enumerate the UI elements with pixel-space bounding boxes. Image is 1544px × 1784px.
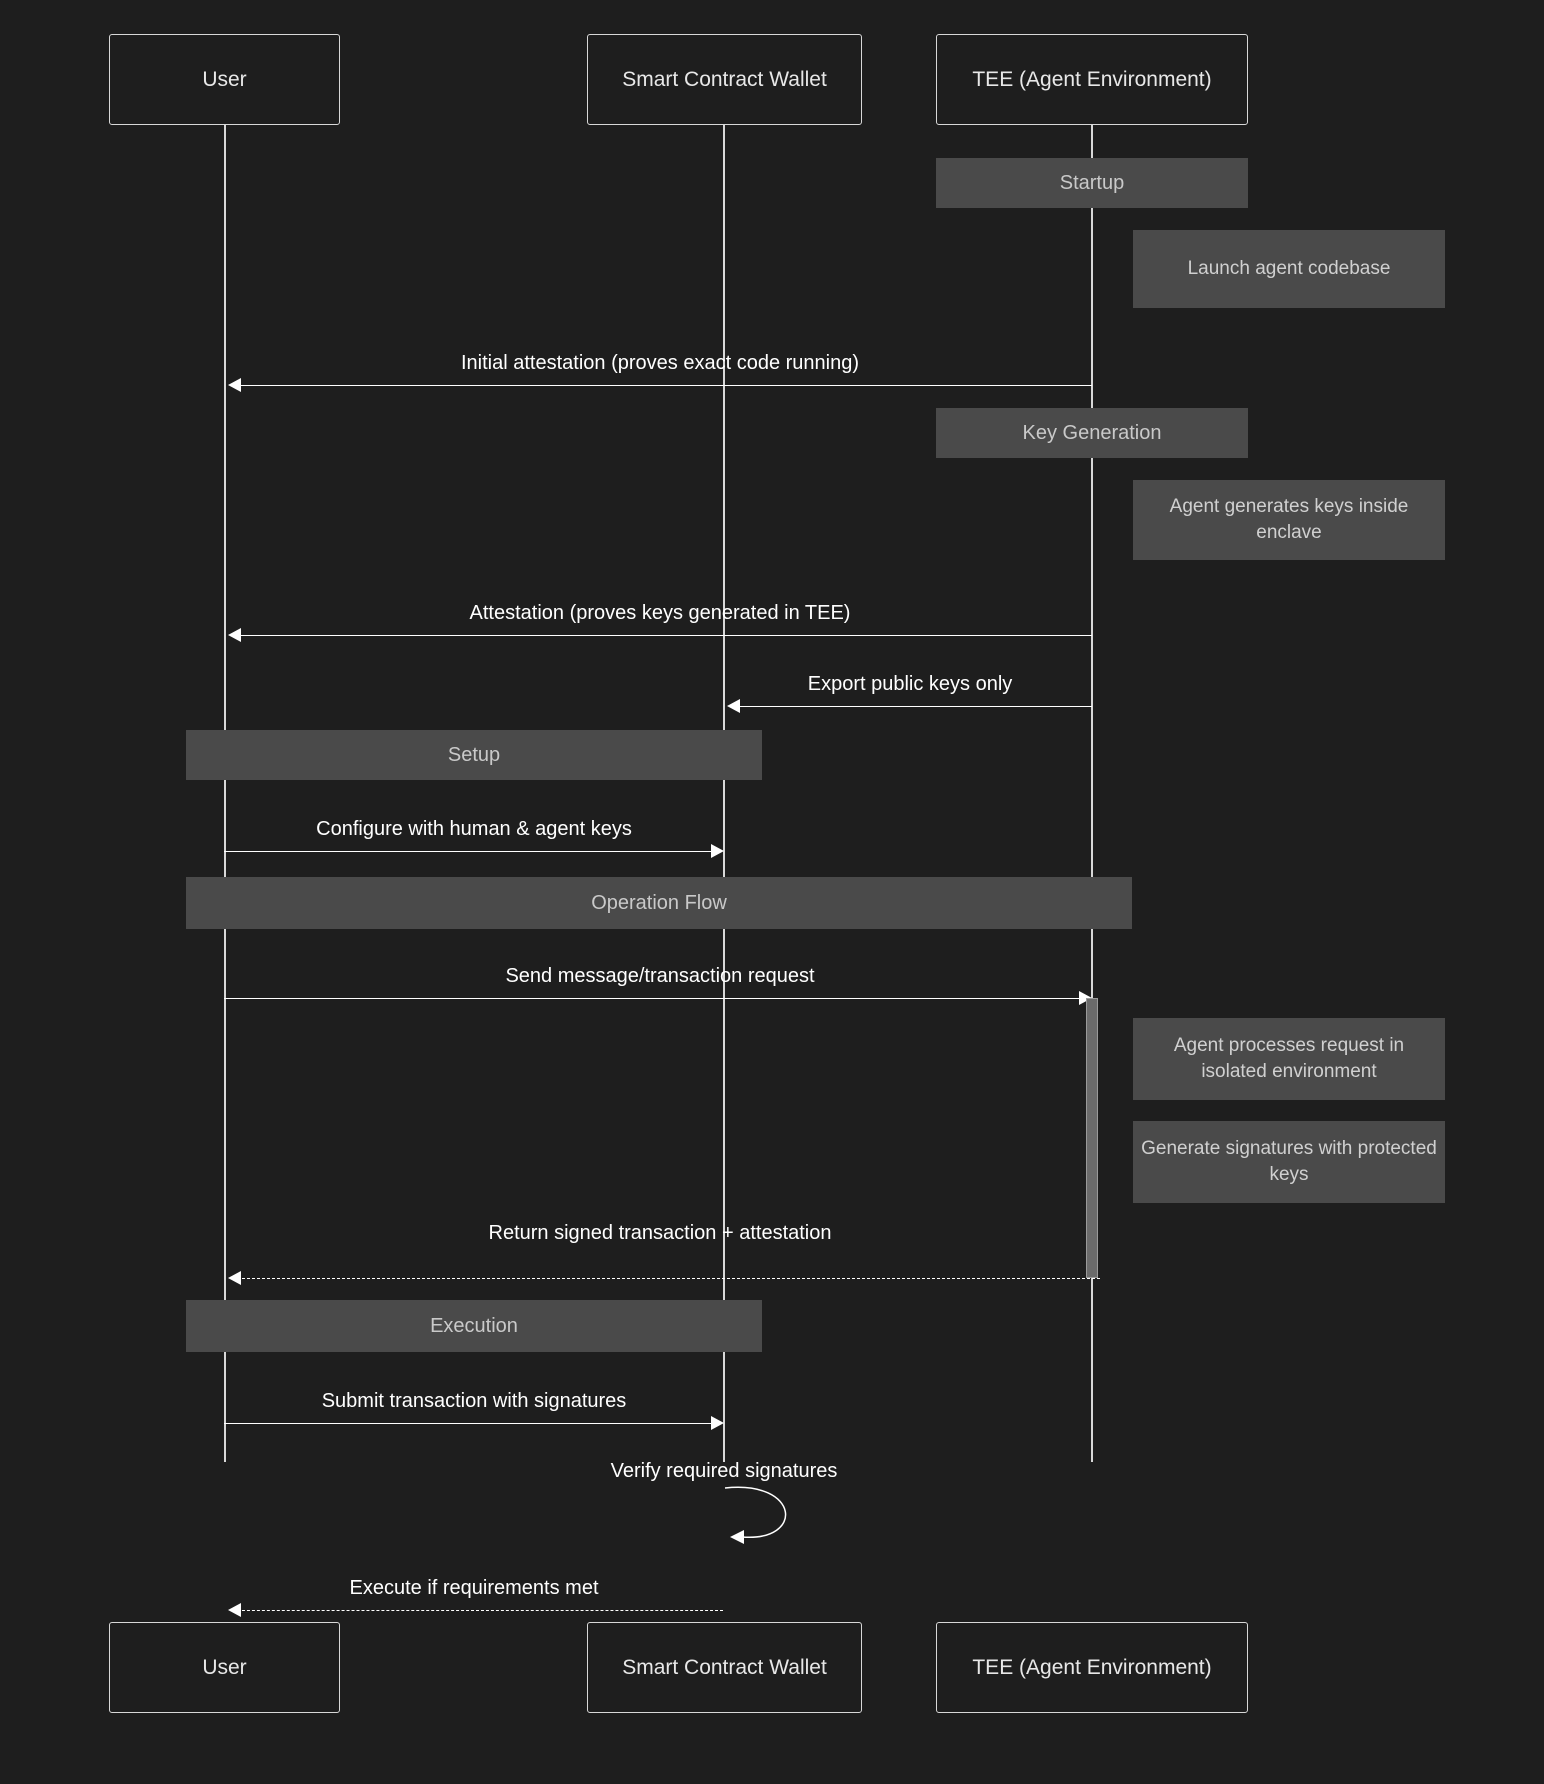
note-agent-processes-request [1133, 1018, 1445, 1100]
message-line-return-signed [232, 1278, 1100, 1279]
note-agent-generates-keys-text: Agent generates keys inside enclave [1169, 496, 1409, 543]
message-line-keys-attestation [232, 635, 1092, 636]
actor-wallet-bottom-label: Smart Contract Wallet [622, 1655, 827, 1679]
message-line-execute [232, 1610, 723, 1611]
message-label-export-public-keys: Export public keys only [807, 673, 1013, 695]
actor-tee-top-label: TEE (Agent Environment) [972, 67, 1212, 91]
message-line-submit-transaction [224, 1423, 717, 1424]
actor-user-top[interactable] [109, 34, 340, 125]
arrow-head-return-signed [228, 1271, 241, 1285]
message-line-initial-attestation [232, 385, 1092, 386]
message-label-initial-attestation: Initial attestation (proves exact code running) [461, 352, 859, 374]
arrow-head-execute [228, 1603, 241, 1617]
arrow-head-configure-keys [711, 844, 724, 858]
section-label-key-generation: Key Generation [1022, 421, 1162, 444]
actor-tee-bottom-label: TEE (Agent Environment) [972, 1655, 1212, 1679]
actor-wallet-bottom[interactable] [587, 1622, 862, 1713]
message-line-export-public-keys [731, 706, 1092, 707]
section-label-setup: Setup [447, 743, 501, 766]
section-bar-startup [936, 158, 1248, 208]
message-line-send-request [224, 998, 1085, 999]
note-agent-processes-request-text: Agent processes request in isolated environment [1173, 1035, 1405, 1082]
arrow-head-keys-attestation [228, 628, 241, 642]
note-launch-agent-codebase [1133, 230, 1445, 308]
section-bar-execution [186, 1300, 762, 1352]
self-loop-verify-signatures [720, 1480, 810, 1555]
arrow-head-export-public-keys [727, 699, 740, 713]
note-agent-generates-keys [1133, 480, 1445, 560]
actor-tee-bottom[interactable] [936, 1622, 1248, 1713]
note-launch-agent-codebase-text: Launch agent codebase [1187, 258, 1391, 279]
actor-user-bottom-label: User [202, 1655, 247, 1679]
activation-bar-tee [1086, 998, 1098, 1278]
message-label-keys-attestation: Attestation (proves keys generated in TEE) [469, 602, 851, 624]
message-label-submit-transaction: Submit transaction with signatures [321, 1390, 627, 1412]
note-generate-signatures [1133, 1121, 1445, 1203]
actor-wallet-top-label: Smart Contract Wallet [622, 67, 827, 91]
message-label-configure-keys: Configure with human & agent keys [316, 818, 632, 840]
message-line-configure-keys [224, 851, 717, 852]
section-bar-key-generation [936, 408, 1248, 458]
message-label-execute: Execute if requirements met [349, 1577, 599, 1599]
actor-wallet-top[interactable] [587, 34, 862, 125]
actor-tee-top[interactable] [936, 34, 1248, 125]
lifeline-user [224, 124, 226, 1462]
lifeline-wallet [723, 124, 725, 1462]
section-label-startup: Startup [1059, 171, 1125, 194]
message-label-return-signed: Return signed transaction + attestation [488, 1222, 832, 1244]
section-bar-operation-flow [186, 877, 1132, 929]
section-label-operation-flow: Operation Flow [591, 891, 727, 914]
message-label-send-request: Send message/transaction request [505, 965, 815, 987]
message-label-verify-signatures: Verify required signatures [610, 1460, 838, 1482]
arrow-head-submit-transaction [711, 1416, 724, 1430]
note-generate-signatures-text: Generate signatures with protected keys [1141, 1138, 1437, 1185]
arrow-head-initial-attestation [228, 378, 241, 392]
section-bar-setup [186, 730, 762, 780]
actor-user-top-label: User [202, 67, 247, 91]
actor-user-bottom[interactable] [109, 1622, 340, 1713]
section-label-execution: Execution [430, 1314, 518, 1337]
